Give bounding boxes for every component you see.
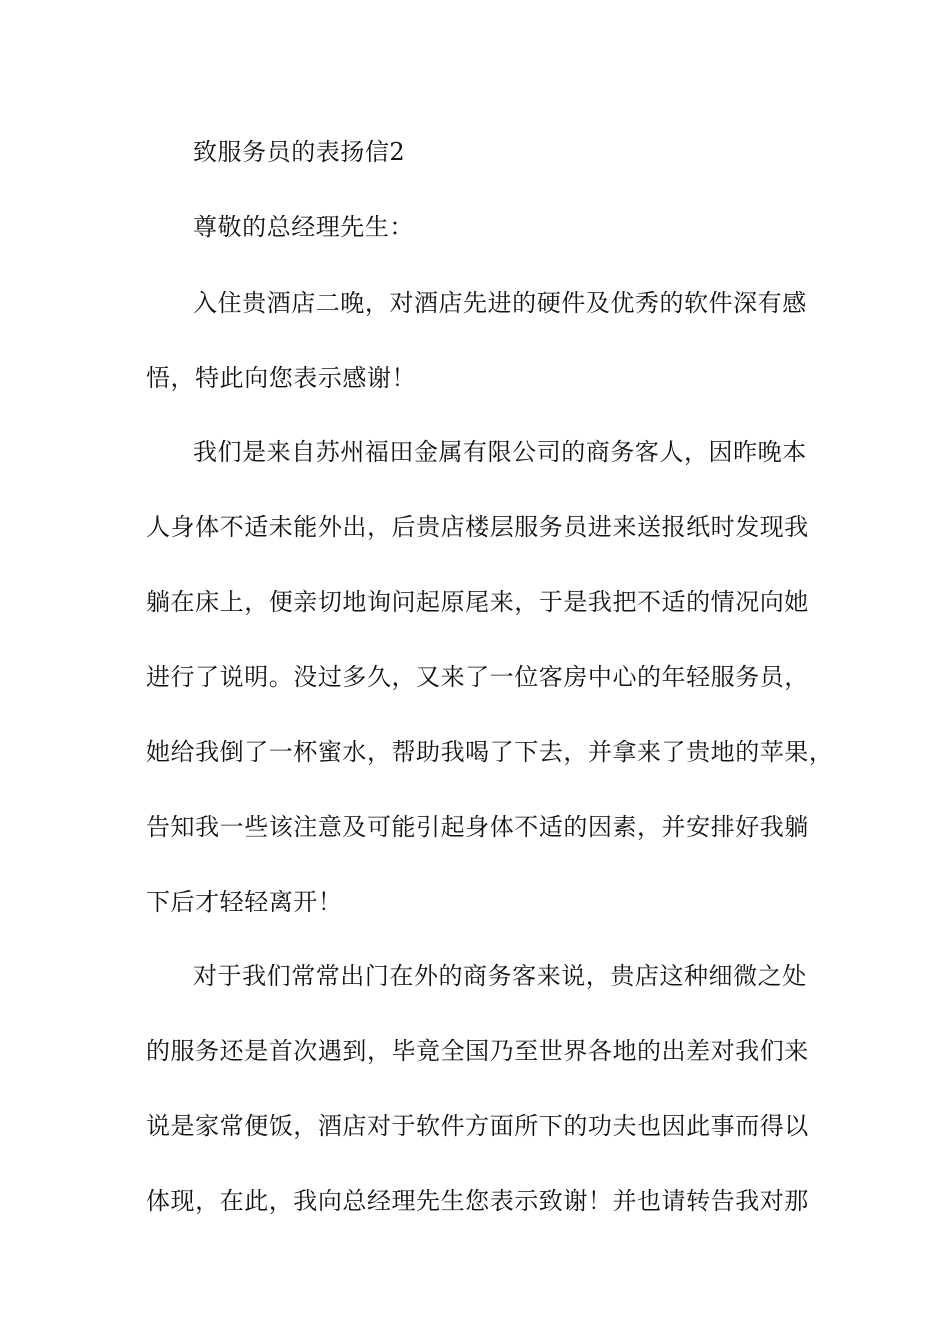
paragraph-line: 下后才轻轻离开！ xyxy=(146,888,343,916)
paragraph-line: 悟，特此向您表示感谢！ xyxy=(146,364,417,392)
paragraph-line: 人身体不适未能外出，后贵店楼层服务员进来送报纸时发现我 xyxy=(146,513,809,541)
paragraph-line: 对于我们常常出门在外的商务客来说，贵店这种细微之处 xyxy=(193,962,807,990)
letter-title: 致服务员的表扬信2 xyxy=(193,138,406,166)
paragraph-line: 我们是来自苏州福田金属有限公司的商务客人，因昨晚本 xyxy=(193,438,807,466)
paragraph-line: 躺在床上，便亲切地询问起原尾来，于是我把不适的情况向她 xyxy=(146,588,809,616)
paragraph-line: 说是家常便饭，酒店对于软件方面所下的功夫也因此事而得以 xyxy=(146,1112,809,1140)
paragraph-line: 她给我倒了一杯蜜水，帮助我喝了下去，并拿来了贵地的苹果， xyxy=(146,738,834,766)
paragraph-line: 进行了说明。没过多久，又来了一位客房中心的年轻服务员， xyxy=(146,663,809,691)
paragraph-line: 体现，在此，我向总经理先生您表示致谢！并也请转告我对那 xyxy=(146,1187,809,1215)
paragraph-line: 告知我一些该注意及可能引起身体不适的因素，并安排好我躺 xyxy=(146,813,809,841)
paragraph-line: 入住贵酒店二晚，对酒店先进的硬件及优秀的软件深有感 xyxy=(193,289,807,317)
letter-salutation: 尊敬的总经理先生： xyxy=(193,213,414,241)
paragraph-line: 的服务还是首次遇到，毕竟全国乃至世界各地的出差对我们来 xyxy=(146,1037,809,1065)
